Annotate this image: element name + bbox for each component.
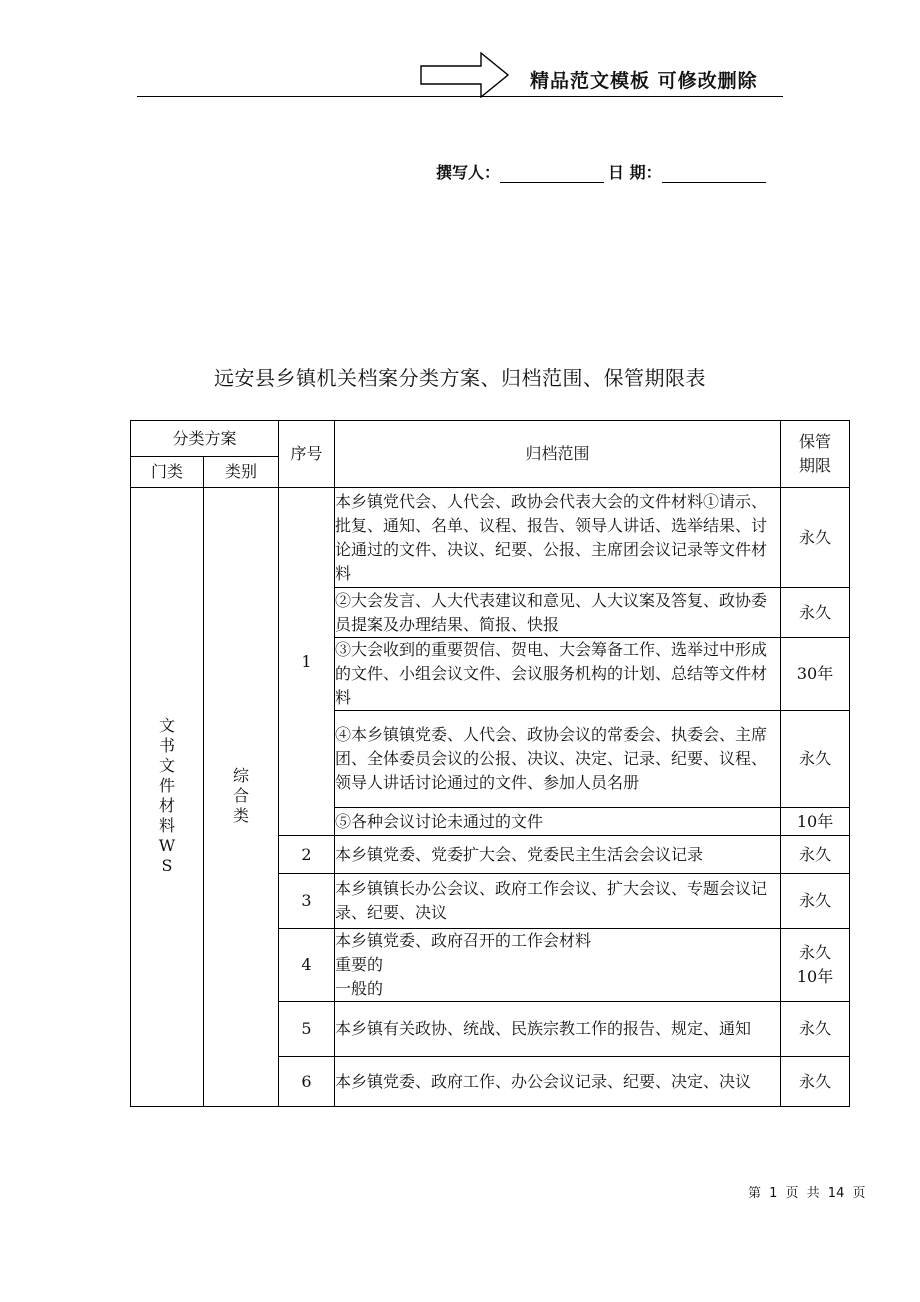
scope-general: 一般的 (335, 979, 384, 998)
seq-cell: 3 (279, 874, 335, 929)
retention-important: 永久 (799, 943, 832, 962)
page-header (0, 0, 920, 100)
scope-cell: 本乡镇镇长办公会议、政府工作会议、扩大会议、专题会议记录、纪要、决议 (335, 874, 781, 929)
seq-cell: 1 (279, 488, 335, 836)
retention-general: 10年 (796, 967, 834, 986)
header-divider (137, 96, 783, 97)
header-retention-label: 保管期限 (799, 432, 832, 475)
gate-cell (131, 488, 204, 1107)
gate-value: 文书文件材料WS (158, 716, 176, 875)
seq-cell: 4 (279, 929, 335, 1002)
scope-important: 重要的 (335, 955, 384, 974)
author-field[interactable] (500, 164, 604, 183)
seq-cell: 6 (279, 1057, 335, 1107)
author-label: 撰写人： (436, 163, 501, 182)
scope-cell: ③大会收到的重要贺信、贺电、大会筹备工作、选举过中形成的文件、小组会议文件、会议服务机构的计划、总结等文件材料 (335, 638, 781, 711)
seq-cell: 2 (279, 836, 335, 874)
scope-cell: 本乡镇党委、党委扩大会、党委民主生活会会议记录 (335, 836, 781, 874)
scope-cell (335, 929, 781, 1002)
category-value: 综合类 (232, 766, 249, 825)
retention-cell: 永久 (781, 488, 850, 588)
page-number: 第 1 页 共 14 页 (748, 1186, 866, 1201)
scope-main: 本乡镇党委、政府召开的工作会材料 (335, 931, 592, 950)
date-field[interactable] (662, 164, 766, 183)
retention-cell (781, 929, 850, 1002)
retention-cell: 永久 (781, 874, 850, 929)
scope-cell: 本乡镇有关政协、统战、民族宗教工作的报告、规定、通知 (335, 1002, 781, 1057)
retention-cell: 永久 (781, 836, 850, 874)
header-category: 类别 (204, 457, 279, 488)
header-retention (781, 421, 850, 488)
scope-cell: ⑤各种会议讨论未通过的文件 (335, 808, 781, 836)
retention-cell: 永久 (781, 1002, 850, 1057)
scope-cell: 本乡镇党代会、人代会、政协会代表大会的文件材料①请示、批复、通知、名单、议程、报告、领导人讲话、选举结果、讨论通过的文件、决议、纪要、公报、主席团会议记录等文件材料 (335, 488, 781, 588)
retention-cell: 30年 (781, 638, 850, 711)
scope-cell: ②大会发言、人大代表建议和意见、人大议案及答复、政协委员提案及办理结果、简报、快报 (335, 588, 781, 638)
author-date-line (436, 160, 766, 183)
retention-cell: 永久 (781, 1057, 850, 1107)
arrow-right-icon (420, 52, 510, 98)
scope-cell: 本乡镇党委、政府工作、办公会议记录、纪要、决定、决议 (335, 1057, 781, 1107)
category-cell (204, 488, 279, 1107)
header-seq: 序号 (279, 421, 335, 488)
header-tag: 精品范文模板 可修改删除 (530, 70, 758, 92)
seq-cell: 5 (279, 1002, 335, 1057)
retention-cell: 永久 (781, 711, 850, 808)
scope-cell: ④本乡镇镇党委、人代会、政协会议的常委会、执委会、主席团、全体委员会议的公报、决议、决定、记录、纪要、议程、领导人讲话讨论通过的文件、参加人员名册 (335, 711, 781, 808)
retention-cell: 10年 (781, 808, 850, 836)
table-row (131, 488, 850, 588)
retention-cell: 永久 (781, 588, 850, 638)
document-title: 远安县乡镇机关档案分类方案、归档范围、保管期限表 (214, 366, 706, 390)
date-label: 日 期： (608, 163, 662, 182)
header-gate: 门类 (131, 457, 204, 488)
archive-classification-table (130, 420, 850, 1107)
header-scheme: 分类方案 (131, 421, 279, 457)
header-scope: 归档范围 (335, 421, 781, 488)
